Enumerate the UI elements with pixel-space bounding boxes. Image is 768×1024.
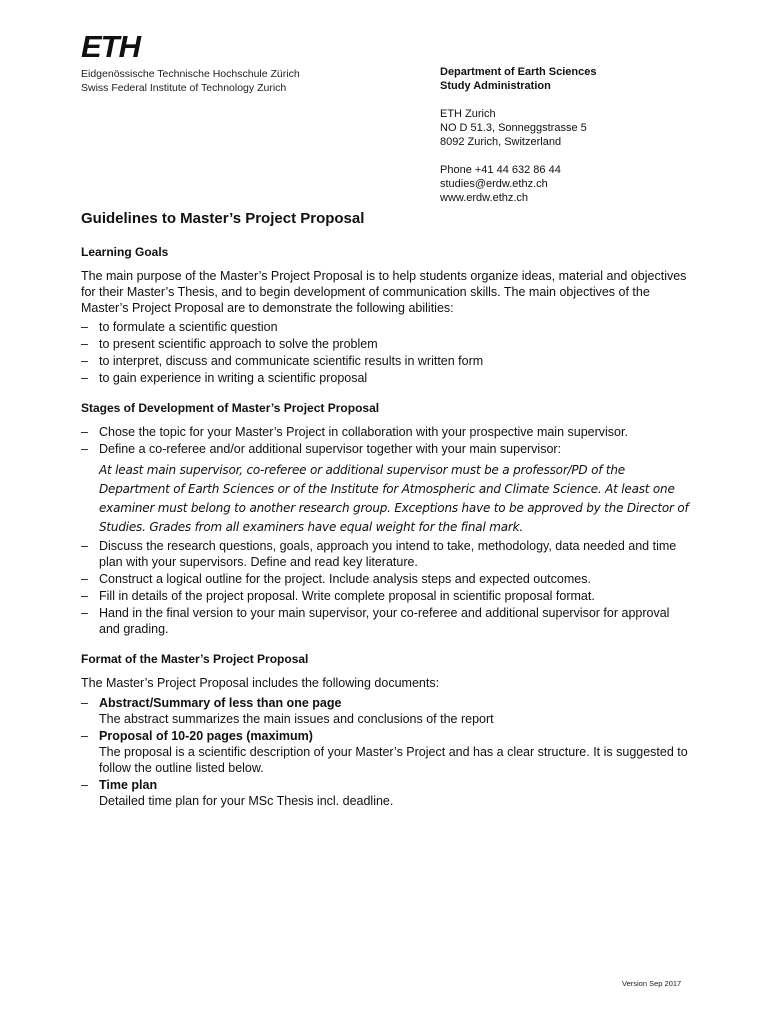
list-item xyxy=(81,695,691,727)
list-item: – to present scientific approach to solve the problem xyxy=(81,336,691,352)
supervisor-requirements-note: At least main supervisor, co-referee or additional supervisor must be a professor/PD of the Department of Earth Sciences or of the Institute for Atmospheric and Climate Science. At least one examiner must belong to another research group. Exceptions have to be approved by the Director of Studies. Grades from all examiners have equal weight for the final mark. xyxy=(99,463,689,534)
list-item xyxy=(81,728,691,776)
list-item-text: Define a co-referee and/or additional supervisor together with your main supervisor: xyxy=(99,442,562,456)
document-title: Guidelines to Master’s Project Proposal xyxy=(81,210,365,227)
street-address: NO D 51.3, Sonneggstrasse 5 xyxy=(440,122,587,134)
website: www.erdw.ethz.ch xyxy=(440,192,529,204)
stages-list xyxy=(81,424,691,637)
city-address: 8092 Zurich, Switzerland xyxy=(440,136,562,148)
org-name: ETH Zurich xyxy=(440,108,496,120)
address-block xyxy=(440,65,597,205)
department-name: Department of Earth Sciences xyxy=(440,66,597,78)
list-item-description: The abstract summarizes the main issues and conclusions of the report xyxy=(99,712,494,726)
format-heading: Format of the Master’s Project Proposal xyxy=(81,652,309,666)
format-list xyxy=(81,695,691,809)
phone-number: Phone +41 44 632 86 44 xyxy=(440,164,561,176)
eth-logo-mark: ETH xyxy=(81,29,140,64)
list-item-title: – Abstract/Summary of less than one page xyxy=(99,696,342,710)
learning-goals-list xyxy=(81,319,691,386)
format-intro: The Master’s Project Proposal includes the following documents: xyxy=(81,676,440,690)
unit-name: Study Administration xyxy=(440,80,551,92)
list-item: – Construct a logical outline for the project. Include analysis steps and expected outcomes. xyxy=(81,571,691,587)
list-item-description: The proposal is a scientific description of your Master’s Project and has a clear structure. It is suggested to follow the outline listed below. xyxy=(99,745,688,775)
list-item: – to formulate a scientific question xyxy=(81,319,691,335)
institution-name-en: Swiss Federal Institute of Technology Zurich xyxy=(81,82,287,94)
email-address: studies@erdw.ethz.ch xyxy=(440,178,548,190)
list-item: – Chose the topic for your Master’s Project in collaboration with your prospective main supervisor. xyxy=(81,424,691,440)
list-item xyxy=(81,777,691,809)
list-item-title: – Time plan xyxy=(99,778,158,792)
list-item: – to interpret, discuss and communicate scientific results in written form xyxy=(81,353,691,369)
list-item xyxy=(81,441,691,537)
list-item: – Discuss the research questions, goals, approach you intend to take, methodology, data needed and time plan with your supervisors. Define and read key literature. xyxy=(81,538,691,570)
list-item-title: – Proposal of 10-20 pages (maximum) xyxy=(99,729,313,743)
version-label: Version Sep 2017 xyxy=(622,979,682,988)
list-item-description: Detailed time plan for your MSc Thesis incl. deadline. xyxy=(99,794,394,808)
stages-heading: Stages of Development of Master’s Project Proposal xyxy=(81,401,380,415)
eth-logo xyxy=(81,29,300,95)
list-item: – Hand in the final version to your main supervisor, your co-referee and additional supervisor for approval and grading. xyxy=(81,605,691,637)
learning-goals-intro: The main purpose of the Master’s Project Proposal is to help students organize ideas, material and objectives for their Master’s Thesis, and to begin development of communication skills. The main objectives of the Master’s Project Proposal are to demonstrate the following abilities: xyxy=(81,269,687,315)
list-item: – Fill in details of the project proposal. Write complete proposal in scientific proposal format. xyxy=(81,588,691,604)
list-item: – to gain experience in writing a scientific proposal xyxy=(81,370,691,386)
learning-goals-heading: Learning Goals xyxy=(81,245,169,259)
document-body xyxy=(81,210,691,810)
institution-name-de: Eidgenössische Technische Hochschule Zürich xyxy=(81,68,300,80)
